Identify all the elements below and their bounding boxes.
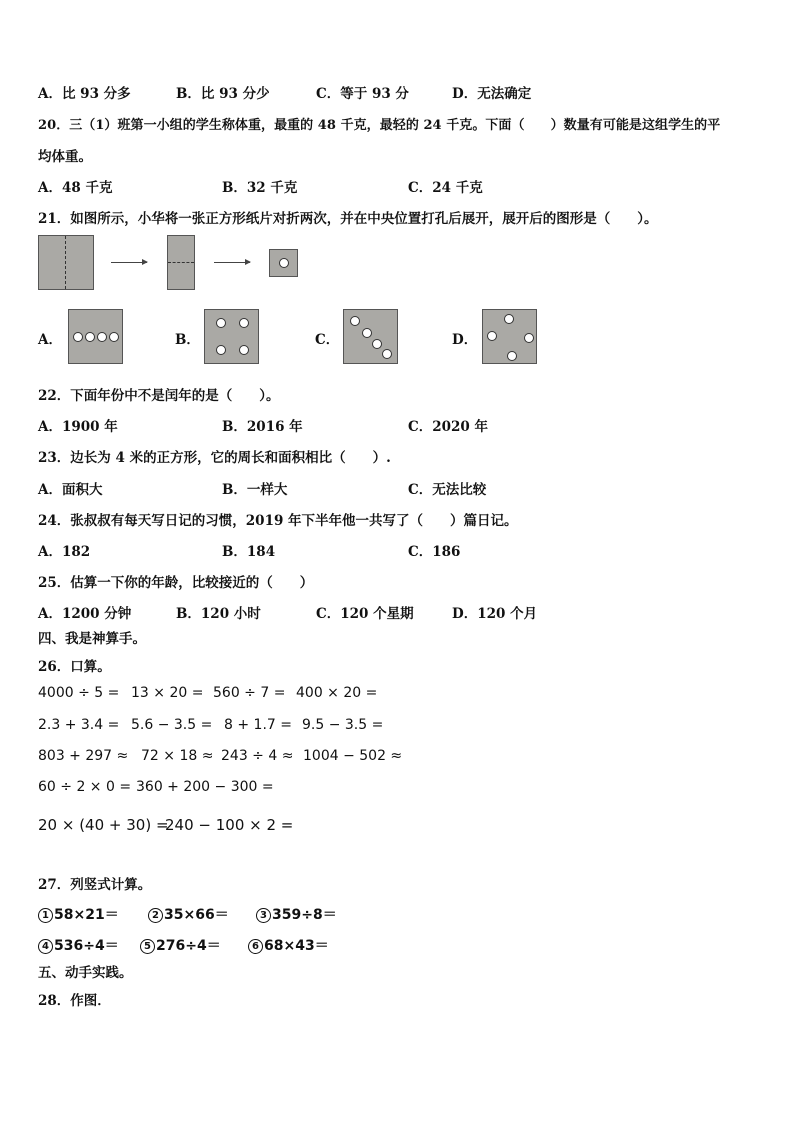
q21-option-c[interactable]: C． bbox=[315, 332, 340, 348]
calc-item: 13 × 20 = bbox=[131, 685, 204, 701]
q20-option-a[interactable]: A．48 千克 bbox=[38, 180, 113, 196]
vertical-calc-item: 3 359÷8＝ bbox=[256, 904, 337, 924]
q23-option-c[interactable]: C．无法比较 bbox=[408, 482, 487, 498]
calc-item: 243 ÷ 4 ≈ bbox=[221, 748, 294, 764]
calc-item: 1004 − 502 ≈ bbox=[303, 748, 403, 764]
hole bbox=[382, 349, 392, 359]
paper-folded-twice bbox=[269, 249, 298, 277]
q20-option-c[interactable]: C．24 千克 bbox=[408, 180, 483, 196]
calc-item: 60 ÷ 2 × 0 = bbox=[38, 779, 132, 795]
section-4-heading: 四、我是神算手。 bbox=[38, 631, 146, 647]
q21-option-b[interactable]: B． bbox=[175, 332, 200, 348]
calc-item: 9.5 − 3.5 = bbox=[302, 717, 384, 733]
q22-option-b[interactable]: B．2016 年 bbox=[222, 419, 303, 435]
fold-line-horizontal bbox=[168, 262, 194, 263]
hole bbox=[239, 318, 249, 328]
hole bbox=[216, 318, 226, 328]
hole bbox=[372, 339, 382, 349]
calc-item: 803 + 297 ≈ bbox=[38, 748, 129, 764]
q24-option-b[interactable]: B．184 bbox=[222, 544, 276, 560]
calc-item: 20 × (40 + 30) = bbox=[38, 816, 169, 834]
calc-item: 560 ÷ 7 = bbox=[213, 685, 286, 701]
vertical-calc-item: 5 276÷4＝ bbox=[140, 935, 221, 955]
q21-option-d[interactable]: D． bbox=[452, 332, 478, 348]
hole bbox=[97, 332, 107, 342]
q25-question: 25．估算一下你的年龄，比较接近的（ ） bbox=[38, 575, 314, 591]
calc-item: 240 − 100 × 2 = bbox=[165, 816, 294, 834]
q28-title: 28．作图． bbox=[38, 993, 111, 1009]
q21-question: 21．如图所示，小华将一张正方形纸片对折两次，并在中央位置打孔后展开，展开后的图形是（ ）。 bbox=[38, 211, 658, 227]
vertical-calc-item: 4 536÷4＝ bbox=[38, 935, 119, 955]
calc-item: 2.3 + 3.4 = bbox=[38, 717, 120, 733]
hole bbox=[216, 345, 226, 355]
hole bbox=[109, 332, 119, 342]
option-d-figure[interactable] bbox=[482, 309, 537, 364]
calc-item: 8 + 1.7 = bbox=[224, 717, 292, 733]
number-badge: 6 bbox=[248, 939, 263, 954]
hole bbox=[85, 332, 95, 342]
hole bbox=[350, 316, 360, 326]
calc-item: 72 × 18 ≈ bbox=[141, 748, 214, 764]
vertical-calc-item: 1 58×21＝ bbox=[38, 904, 119, 924]
q24-question: 24．张叔叔有每天写日记的习惯，2019 年下半年他一共写了（ ）篇日记。 bbox=[38, 513, 518, 529]
arrow-right-icon bbox=[111, 262, 147, 263]
q19-option-b[interactable]: B．比 93 分少 bbox=[176, 86, 270, 102]
vertical-calc-item: 2 35×66＝ bbox=[148, 904, 229, 924]
q19-option-c[interactable]: C．等于 93 分 bbox=[316, 86, 409, 102]
option-a-figure[interactable] bbox=[68, 309, 123, 364]
hole bbox=[73, 332, 83, 342]
q25-option-a[interactable]: A．1200 分钟 bbox=[38, 606, 132, 622]
calc-item: 400 × 20 = bbox=[296, 685, 378, 701]
hole bbox=[487, 331, 497, 341]
option-c-figure[interactable] bbox=[343, 309, 398, 364]
hole bbox=[524, 333, 534, 343]
calc-item: 4000 ÷ 5 = bbox=[38, 685, 120, 701]
q21-option-a[interactable]: A． bbox=[38, 332, 62, 348]
q23-option-b[interactable]: B．一样大 bbox=[222, 482, 288, 498]
section-5-heading: 五、动手实践。 bbox=[38, 965, 133, 981]
q20-question-cont: 均体重。 bbox=[38, 149, 92, 165]
q19-option-d[interactable]: D．无法确定 bbox=[452, 86, 532, 102]
q26-title: 26．口算。 bbox=[38, 659, 111, 675]
number-badge: 4 bbox=[38, 939, 53, 954]
hole bbox=[239, 345, 249, 355]
hole bbox=[362, 328, 372, 338]
q19-option-a[interactable]: A．比 93 分多 bbox=[38, 86, 131, 102]
q25-option-c[interactable]: C．120 个星期 bbox=[316, 606, 414, 622]
hole bbox=[504, 314, 514, 324]
paper-unfolded bbox=[38, 235, 94, 290]
hole bbox=[279, 258, 289, 268]
q24-option-c[interactable]: C．186 bbox=[408, 544, 461, 560]
q20-option-b[interactable]: B．32 千克 bbox=[222, 180, 298, 196]
q22-option-a[interactable]: A．1900 年 bbox=[38, 419, 118, 435]
paper-folded-once bbox=[167, 235, 195, 290]
calc-item: 5.6 − 3.5 = bbox=[131, 717, 213, 733]
calc-item: 360 + 200 − 300 = bbox=[136, 779, 274, 795]
q24-option-a[interactable]: A．182 bbox=[38, 544, 91, 560]
number-badge: 3 bbox=[256, 908, 271, 923]
q20-question: 20．三（1）班第一小组的学生称体重，最重的 48 千克，最轻的 24 千克。下面（ ）数量有可能是这组学生的平 bbox=[38, 118, 721, 133]
option-b-figure[interactable] bbox=[204, 309, 259, 364]
q23-question: 23．边长为 4 米的正方形，它的周长和面积相比（ ）. bbox=[38, 450, 391, 466]
q27-title: 27．列竖式计算。 bbox=[38, 877, 152, 893]
number-badge: 1 bbox=[38, 908, 53, 923]
q25-option-b[interactable]: B．120 小时 bbox=[176, 606, 261, 622]
vertical-calc-item: 6 68×43＝ bbox=[248, 935, 329, 955]
number-badge: 5 bbox=[140, 939, 155, 954]
arrow-right-icon bbox=[214, 262, 250, 263]
q23-option-a[interactable]: A．面积大 bbox=[38, 482, 103, 498]
hole bbox=[507, 351, 517, 361]
q25-option-d[interactable]: D．120 个月 bbox=[452, 606, 538, 622]
fold-line-vertical bbox=[65, 236, 66, 289]
number-badge: 2 bbox=[148, 908, 163, 923]
q22-option-c[interactable]: C．2020 年 bbox=[408, 419, 489, 435]
q22-question: 22．下面年份中不是闰年的是（ ）。 bbox=[38, 388, 280, 404]
